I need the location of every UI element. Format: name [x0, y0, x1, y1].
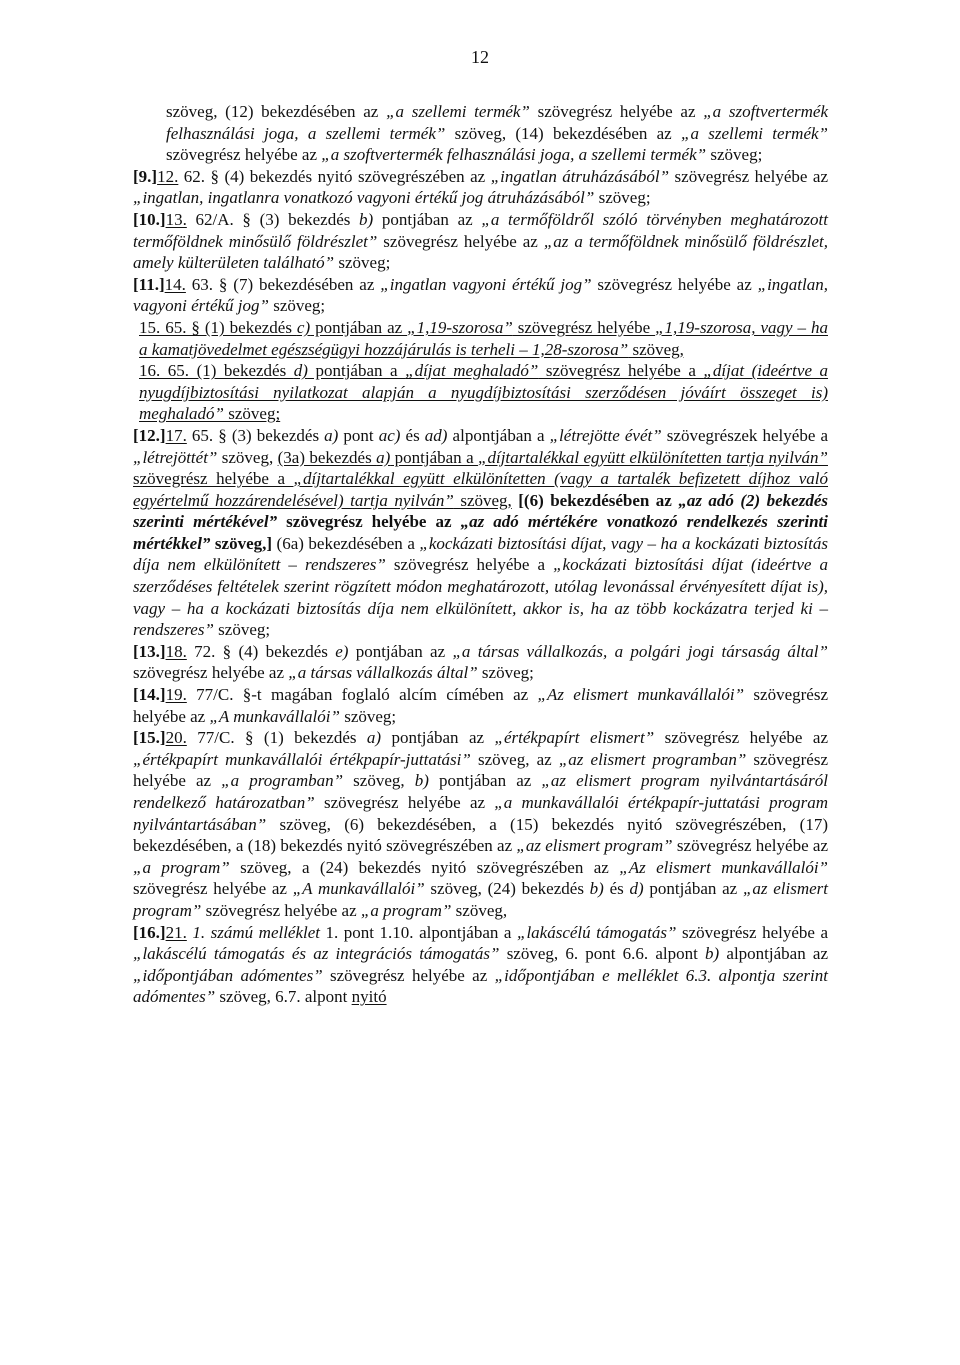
text-run: a) [324, 425, 339, 445]
text-run: szövegrész helyébe az [322, 965, 495, 985]
text-run: 19. [165, 685, 187, 705]
text-run: szöveg; [268, 296, 326, 316]
text-run: „ingatlan vagyoni értékű jog” [380, 274, 592, 294]
text-run: [13.] [133, 641, 166, 661]
text-run: „Az elismert munkavállalói” [619, 857, 828, 877]
text-run: pontjában az [643, 879, 743, 899]
text-run: „értékpapírt munkavállalói értékpapír-juttatási” [133, 749, 471, 769]
text-run: szövegrész helyébe a [676, 922, 829, 942]
text-run: d) [293, 361, 308, 381]
text-run: „lakáscélú támogatás és az integrációs támogatás” [133, 944, 500, 964]
text-run: 1. számú melléklet [192, 922, 321, 942]
text-run: „az elismert program” [516, 836, 673, 856]
text-run: szövegrész helyébe az [201, 900, 361, 920]
text-run: 63. § (7) bekezdésében az [185, 274, 381, 294]
text-run: b) [414, 771, 429, 791]
text-run: szöveg, [217, 447, 278, 467]
page-number: 12 [471, 47, 489, 67]
text-run: „A munkavállalói” [292, 879, 425, 899]
text-run: 62. § (4) bekezdés nyitó szövegrészében az [178, 166, 491, 186]
text-run: szöveg,] [210, 533, 273, 553]
text-run: nyitó [351, 987, 387, 1007]
text-run: „a program” [360, 900, 452, 920]
paragraph-item-9-12 [133, 166, 828, 209]
text-run: 20. [165, 728, 187, 748]
text-run: „a társas vállalkozás, a polgári jogi társaság által” [452, 641, 828, 661]
text-run: b) [359, 209, 374, 229]
text-run: pont [338, 425, 379, 445]
document-body [133, 101, 829, 1008]
text-run: pontjában az [310, 317, 408, 337]
text-run: szövegrész helyébe az [314, 793, 495, 812]
text-run: a) [376, 447, 391, 467]
text-run: és [603, 879, 630, 899]
text-run: b) [705, 944, 720, 964]
text-run: és [400, 425, 425, 445]
text-run: e) [335, 641, 349, 661]
text-run: szövegrész helyébe [512, 317, 656, 337]
paragraph-item-15 [139, 317, 828, 360]
text-run: szöveg, a (24) bekezdés nyitó szövegrészében az [229, 857, 620, 877]
text-run: pontjában az [348, 641, 453, 661]
text-run: „díjat meghaladó” [405, 361, 539, 381]
text-run: szövegrész helyébe az [591, 274, 758, 294]
text-run: szöveg; [594, 188, 651, 208]
text-run: „a szoftvertermék felhasználási joga, a szellemi termék” [166, 102, 829, 143]
text-run: szövegrész helyébe az [133, 663, 289, 683]
text-run: „a társas vállalkozás által” [288, 663, 478, 683]
text-run: 77/C. §-t magában foglaló alcím címében az [186, 685, 538, 705]
text-run: „a szellemi termék” [386, 102, 530, 121]
text-run: „a termőföldről szóló törvényben meghatározott termőföldnek minősülő földrészlet” [133, 209, 828, 251]
text-run: „létrejötte évét” [549, 425, 662, 445]
paragraph-item-11-14 [133, 274, 828, 317]
text-run: szövegrész helyébe a [385, 555, 554, 575]
paragraph-item-12-17 [133, 425, 828, 641]
text-run: szöveg, [451, 900, 508, 920]
text-run: „díjtartalékkal együtt elkülönítetten (vagy a tartalék befizetett díjhoz való egyértelmű hozzárendelésével) tartja nyilván” [133, 469, 829, 510]
text-run: 16. 65. (1) bekezdés [139, 361, 294, 381]
paragraph-item-13-18 [133, 641, 828, 684]
text-run: 17. [165, 425, 187, 445]
text-run: 18. [165, 641, 187, 661]
text-run: szöveg, [343, 771, 415, 791]
paragraph-intro [166, 101, 828, 166]
text-run: pontjában az [428, 771, 542, 791]
text-run: szöveg, (24) bekezdés [424, 879, 590, 899]
text-run: 21. [165, 922, 187, 942]
text-run: [11.] [133, 274, 165, 294]
text-run: „az elismert programban” [558, 749, 747, 769]
text-run: 62/A. § (3) bekezdés [186, 209, 360, 229]
text-run: szöveg; [213, 620, 271, 640]
text-run: pontjában az [381, 728, 495, 748]
text-run: (3a) bekezdés [277, 447, 377, 467]
text-run: szöveg, 6. pont 6.6. alpont [499, 944, 706, 964]
paragraph-item-16-21 [133, 922, 828, 1008]
text-run: „értékpapírt elismert” [494, 728, 655, 748]
text-run: szövegrész helyébe az [377, 231, 544, 251]
text-run: b) [589, 879, 604, 899]
text-run: szöveg, (6) bekezdésében, a (15) bekezdés nyitó szövegrészében, (17) bekezdésében, a (18) bekezdés nyitó szövegrészében az [133, 814, 828, 856]
text-run: szöveg; [224, 404, 281, 424]
text-run: szöveg; [477, 663, 534, 683]
text-run: „díjat (ideértve a nyugdíjbiztosítási nyilatkozat alapján a nyugdíjbiztosítási szerződésen jóváírt összeget is) meghaladó” [139, 361, 829, 424]
text-run: „időpontjában e melléklet 6.3. alpontja szerint adómentes” [133, 965, 828, 1007]
text-run: alpontjában a [447, 425, 550, 445]
text-run: „a szellemi termék” [681, 123, 829, 143]
text-run: „lakáscélú támogatás” [516, 922, 677, 942]
text-run: „kockázati biztosítási díjat, vagy – ha a kockázati biztosítás díja nem elkülönített – rendszeres” [133, 533, 828, 575]
text-run: „az elismert program nyilvántartásáról rendelkező határozatban” [133, 771, 828, 812]
text-run: 1. pont 1.10. alpontjában a [320, 922, 517, 942]
text-run: szövegrész helyébe az [166, 145, 322, 165]
text-run: [14.] [133, 685, 166, 705]
text-run: 77/C. § (1) bekezdés [186, 728, 367, 748]
text-run: [(6) bekezdésében az [511, 490, 679, 510]
paragraph-item-10-13 [133, 209, 828, 274]
text-run: „A munkavállalói” [209, 706, 340, 726]
text-run: 65. § (3) bekezdés [186, 425, 325, 445]
text-run: [16.] [133, 922, 166, 942]
text-run: „díjtartalékkal együtt elkülönítetten tartja nyilván” [478, 447, 828, 467]
text-run: „az adó mértékére vonatkozó rendelkezés szerinti mértékkel” [133, 512, 828, 553]
text-run: 13. [165, 209, 187, 229]
text-run: szöveg, [628, 339, 684, 359]
text-run: [10.] [133, 209, 166, 229]
text-run: „a programban” [221, 771, 344, 791]
paragraph-item-15-20 [133, 727, 828, 921]
text-run: „az a termőföldnek minősülő földrészlet, amely külterületen található” [133, 231, 828, 273]
text-run: „az elismert program” [133, 879, 829, 920]
text-run: „a munkavállalói értékpapír-juttatási program nyilvántartásában” [133, 793, 828, 834]
text-run: [12.] [133, 425, 166, 445]
text-run: „ingatlan átruházásából” [490, 166, 670, 186]
text-run: szöveg, [453, 490, 512, 510]
text-run: szövegrész helyébe az [669, 166, 829, 186]
text-run: pontjában az [373, 209, 482, 229]
text-run: „ingatlan, ingatlanra vonatkozó vagyoni értékű jog átruházásából” [133, 188, 595, 208]
text-run: szöveg; [339, 706, 397, 726]
text-run: szövegrész helyébe a [133, 469, 294, 489]
text-run: „időpontjában adómentes” [133, 965, 323, 985]
text-run: „Az elismert munkavállalói” [537, 685, 745, 705]
text-run: szöveg; [334, 253, 391, 273]
text-run: szöveg, az [470, 749, 559, 769]
text-run: szövegrész helyébe az [133, 879, 293, 899]
text-run: „létrejöttét” [133, 447, 218, 467]
text-run: [9.] [133, 166, 158, 186]
text-run: szöveg, (14) bekezdésében az [445, 123, 682, 143]
text-run: „1,19-szorosa, vagy – ha a kamatjövedelmet egészségügyi hozzájárulás is terheli – 1,28-szorosa” [139, 317, 828, 359]
text-run: 15. 65. § (1) bekezdés [139, 317, 297, 337]
text-run: 14. [164, 274, 186, 294]
text-run: „a szoftvertermék felhasználási joga, a szellemi termék” [321, 145, 707, 165]
paragraph-item-16 [139, 360, 828, 425]
text-run: „kockázati biztosítási díjat (ideértve a szerződéses feltételek szerint rögzített módon meghatározott, utólag levonással érvényesített díjat is), vagy – ha a kockázati biztosítás díja nem elkülönített, akkor is, ha az több kockázatra terjed ki – rendszeres” [133, 555, 828, 640]
text-run: szöveg; [706, 145, 763, 165]
text-run: a) [366, 728, 382, 748]
text-run: „1,19-szorosa” [407, 317, 513, 337]
text-run: „az adó (2) bekezdés szerinti mértékével” [133, 490, 828, 532]
text-run: alpontjában az [719, 944, 828, 964]
text-run: szövegrész helyébe az [529, 102, 704, 121]
text-run: 12. [157, 166, 179, 186]
text-run: szövegrész helyébe az [133, 685, 828, 726]
text-run: szövegrészek helyébe a [661, 425, 828, 445]
text-run: „ingatlan, vagyoni értékű jog” [133, 274, 828, 316]
text-run: szövegrész helyébe a [538, 361, 704, 381]
text-run: szövegrész helyébe az [654, 728, 828, 748]
text-run: szövegrész helyébe az [277, 512, 461, 532]
text-run: (6a) bekezdésében a [272, 533, 420, 553]
text-run: ad) [424, 425, 448, 445]
text-run: ac) [378, 425, 401, 445]
text-run: pontjában a [390, 447, 479, 467]
text-run: [15.] [133, 728, 166, 748]
text-run: c) [296, 317, 311, 337]
text-run: szöveg, (12) bekezdésében az [166, 102, 387, 121]
paragraph-item-14-19 [133, 684, 828, 727]
text-run: szövegrész helyébe az [672, 836, 828, 856]
text-run: „a program” [133, 857, 230, 877]
text-run: d) [629, 879, 644, 899]
text-run: szövegrész helyébe az [133, 749, 828, 791]
text-run: 72. § (4) bekezdés [186, 641, 336, 661]
text-run: szöveg, 6.7. alpont [215, 987, 352, 1007]
text-run: pontjában a [307, 361, 406, 381]
